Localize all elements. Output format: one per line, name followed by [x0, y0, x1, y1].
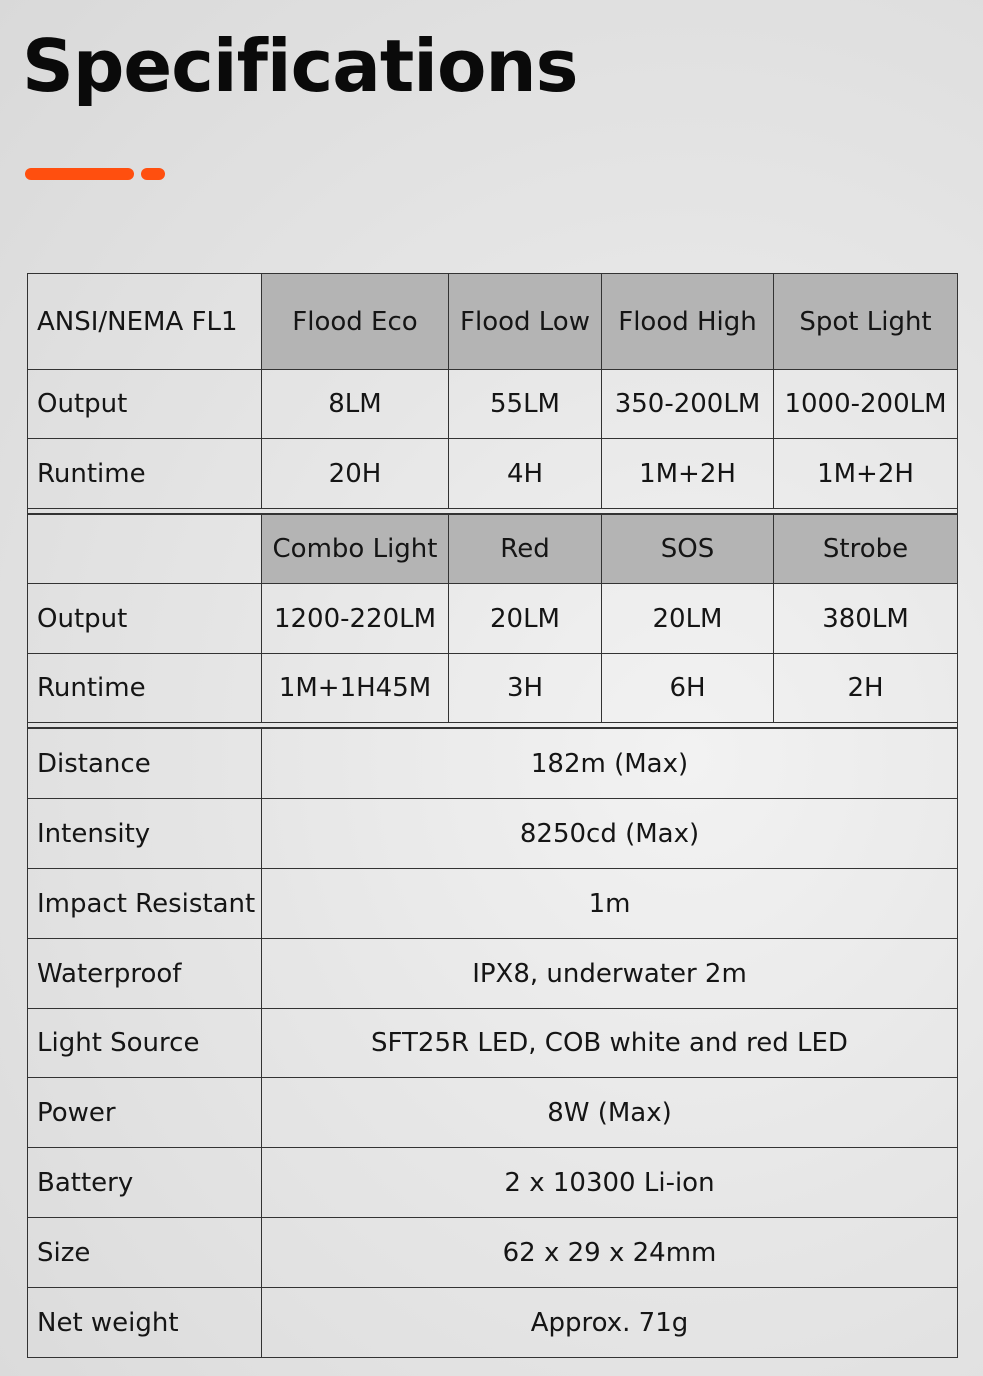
table-cell: 1M+2H [774, 439, 958, 509]
table-cell: 55LM [449, 370, 602, 439]
table-cell: 6H [602, 654, 774, 723]
spec-row-distance [28, 728, 958, 799]
spec-value: 62 x 29 x 24mm [262, 1218, 958, 1288]
mode-header-cell: Combo Light [262, 514, 449, 584]
table-cell: 380LM [774, 584, 958, 654]
mode-header-cell: Red [449, 514, 602, 584]
spec-value: SFT25R LED, COB white and red LED [262, 1009, 958, 1078]
spec-label: Net weight [28, 1288, 262, 1358]
standard-label: ANSI/NEMA FL1 [28, 274, 262, 370]
mode-header-cell: Strobe [774, 514, 958, 584]
spec-row-light-source [28, 1009, 958, 1078]
table-row [28, 654, 958, 723]
spec-row-battery [28, 1148, 958, 1218]
table-cell: 8LM [262, 370, 449, 439]
mode-header-cell: Spot Light [774, 274, 958, 370]
mode-header-row [28, 274, 958, 370]
row-label: Output [28, 584, 262, 654]
spec-label: Light Source [28, 1009, 262, 1078]
table-cell: 4H [449, 439, 602, 509]
spec-row-size [28, 1218, 958, 1288]
spec-label: Battery [28, 1148, 262, 1218]
table-cell: 1200-220LM [262, 584, 449, 654]
page-title: Specifications [22, 24, 578, 108]
spec-value: 182m (Max) [262, 728, 958, 799]
spec-value: 1m [262, 869, 958, 939]
spec-value: 8W (Max) [262, 1078, 958, 1148]
table-cell: 1000-200LM [774, 370, 958, 439]
table-cell: 350-200LM [602, 370, 774, 439]
spec-value: 2 x 10300 Li-ion [262, 1148, 958, 1218]
row-label: Runtime [28, 439, 262, 509]
table-cell: 20H [262, 439, 449, 509]
spec-label: Distance [28, 728, 262, 799]
table-cell: 1M+1H45M [262, 654, 449, 723]
empty-corner-cell [28, 514, 262, 584]
table-row [28, 584, 958, 654]
mode-header-cell: SOS [602, 514, 774, 584]
row-label: Runtime [28, 654, 262, 723]
table-cell: 3H [449, 654, 602, 723]
table-cell: 1M+2H [602, 439, 774, 509]
mode-header-cell: Flood High [602, 274, 774, 370]
spec-value: 8250cd (Max) [262, 799, 958, 869]
spec-row-waterproof [28, 939, 958, 1009]
accent-bar-long [25, 168, 134, 180]
specifications-table [27, 273, 958, 1358]
table-cell: 2H [774, 654, 958, 723]
spec-row-impact-resistant [28, 869, 958, 939]
mode-header-row [28, 514, 958, 584]
spec-row-power [28, 1078, 958, 1148]
spec-value: IPX8, underwater 2m [262, 939, 958, 1009]
spec-label: Waterproof [28, 939, 262, 1009]
table-row [28, 370, 958, 439]
spec-row-intensity [28, 799, 958, 869]
row-label: Output [28, 370, 262, 439]
spec-label: Power [28, 1078, 262, 1148]
mode-header-cell: Flood Low [449, 274, 602, 370]
spec-label: Intensity [28, 799, 262, 869]
table-row [28, 439, 958, 509]
accent-bar-short [141, 168, 165, 180]
table-cell: 20LM [602, 584, 774, 654]
mode-header-cell: Flood Eco [262, 274, 449, 370]
spec-label: Size [28, 1218, 262, 1288]
table-cell: 20LM [449, 584, 602, 654]
spec-value: Approx. 71g [262, 1288, 958, 1358]
spec-row-net-weight [28, 1288, 958, 1358]
spec-label: Impact Resistant [28, 869, 262, 939]
